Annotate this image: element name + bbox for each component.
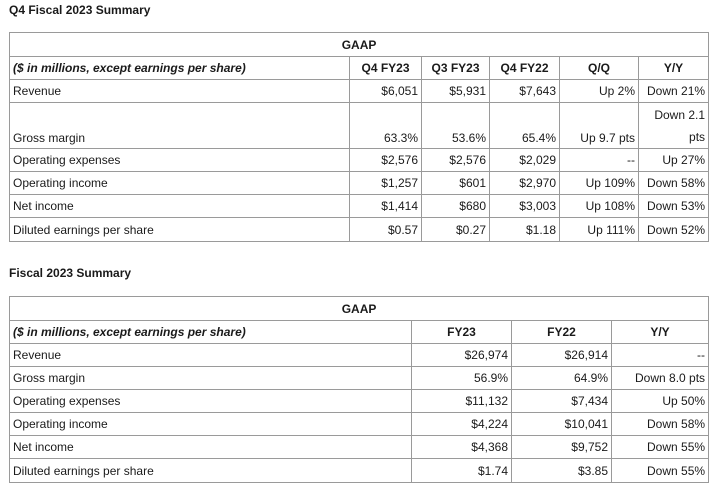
- cell-value: Up 108%: [560, 195, 639, 218]
- cell-value: $2,576: [422, 149, 490, 172]
- row-label: Operating income: [10, 413, 412, 436]
- table-row: [10, 344, 709, 367]
- cell-value: $1.74: [412, 459, 512, 483]
- label-header: ($ in millions, except earnings per share): [10, 57, 350, 80]
- row-label: Operating expenses: [10, 149, 350, 172]
- col-header: Y/Y: [639, 57, 709, 80]
- q4-summary-table: [9, 32, 709, 242]
- cell-value: $1,257: [350, 172, 422, 195]
- cell-value: Down 58%: [612, 413, 709, 436]
- table-row: [10, 80, 709, 103]
- gaap-label: GAAP: [10, 33, 709, 57]
- gaap-header-row: [10, 297, 709, 321]
- cell-value: Up 109%: [560, 172, 639, 195]
- cell-value: $9,752: [512, 436, 612, 459]
- cell-value: $3.85: [512, 459, 612, 483]
- gaap-label: GAAP: [10, 297, 709, 321]
- cell-value: Down 53%: [639, 195, 709, 218]
- cell-value: Down 8.0 pts: [612, 367, 709, 390]
- table-row: [10, 367, 709, 390]
- row-label: Net income: [10, 436, 412, 459]
- col-header: Y/Y: [612, 321, 709, 344]
- cell-value: Down 58%: [639, 172, 709, 195]
- column-header-row: [10, 57, 709, 80]
- cell-value: Up 111%: [560, 218, 639, 242]
- cell-value: $26,914: [512, 344, 612, 367]
- table-row: [10, 413, 709, 436]
- cell-value: Up 50%: [612, 390, 709, 413]
- table-row: [10, 103, 709, 149]
- cell-value: Down 55%: [612, 436, 709, 459]
- cell-value: 64.9%: [512, 367, 612, 390]
- cell-value: $4,368: [412, 436, 512, 459]
- cell-value: $1,414: [350, 195, 422, 218]
- table-row: [10, 390, 709, 413]
- row-label: Diluted earnings per share: [10, 218, 350, 242]
- cell-value: $2,576: [350, 149, 422, 172]
- cell-value: $2,029: [490, 149, 560, 172]
- col-header: FY22: [512, 321, 612, 344]
- row-label: Operating expenses: [10, 390, 412, 413]
- cell-value: $0.57: [350, 218, 422, 242]
- row-label: Operating income: [10, 172, 350, 195]
- column-header-row: [10, 321, 709, 344]
- row-label: Gross margin: [10, 103, 350, 149]
- table-row: [10, 459, 709, 483]
- cell-value: 63.3%: [350, 103, 422, 149]
- cell-value: Down 55%: [612, 459, 709, 483]
- table-row: [10, 172, 709, 195]
- cell-value: Down 52%: [639, 218, 709, 242]
- cell-value: $7,643: [490, 80, 560, 103]
- label-header: ($ in millions, except earnings per share): [10, 321, 412, 344]
- cell-value: 56.9%: [412, 367, 512, 390]
- row-label: Diluted earnings per share: [10, 459, 412, 483]
- table-row: [10, 436, 709, 459]
- cell-value: Up 9.7 pts: [560, 103, 639, 149]
- cell-value: Down 21%: [639, 80, 709, 103]
- cell-value: --: [612, 344, 709, 367]
- cell-value: 53.6%: [422, 103, 490, 149]
- cell-value: $10,041: [512, 413, 612, 436]
- fy-summary-title: Fiscal 2023 Summary: [9, 266, 132, 280]
- cell-value: $11,132: [412, 390, 512, 413]
- cell-value: 65.4%: [490, 103, 560, 149]
- cell-value: $5,931: [422, 80, 490, 103]
- row-label: Net income: [10, 195, 350, 218]
- cell-value: $4,224: [412, 413, 512, 436]
- cell-value: $6,051: [350, 80, 422, 103]
- cell-value: $2,970: [490, 172, 560, 195]
- cell-value: --: [560, 149, 639, 172]
- col-header: FY23: [412, 321, 512, 344]
- cell-value: Up 27%: [639, 149, 709, 172]
- col-header: Q4 FY23: [350, 57, 422, 80]
- cell-value: Down 2.1 pts: [639, 103, 709, 149]
- cell-value: $680: [422, 195, 490, 218]
- gaap-header-row: [10, 33, 709, 57]
- cell-value: Up 2%: [560, 80, 639, 103]
- col-header: Q/Q: [560, 57, 639, 80]
- table-row: [10, 195, 709, 218]
- cell-value: $0.27: [422, 218, 490, 242]
- table-row: [10, 218, 709, 242]
- row-label: Gross margin: [10, 367, 412, 390]
- row-label: Revenue: [10, 80, 350, 103]
- cell-value: $1.18: [490, 218, 560, 242]
- col-header: Q4 FY22: [490, 57, 560, 80]
- cell-value: $7,434: [512, 390, 612, 413]
- q4-summary-title: Q4 Fiscal 2023 Summary: [9, 3, 151, 17]
- cell-value: $601: [422, 172, 490, 195]
- table-row: [10, 149, 709, 172]
- row-label: Revenue: [10, 344, 412, 367]
- cell-value: $26,974: [412, 344, 512, 367]
- col-header: Q3 FY23: [422, 57, 490, 80]
- fy-summary-table: [9, 296, 709, 483]
- cell-value: $3,003: [490, 195, 560, 218]
